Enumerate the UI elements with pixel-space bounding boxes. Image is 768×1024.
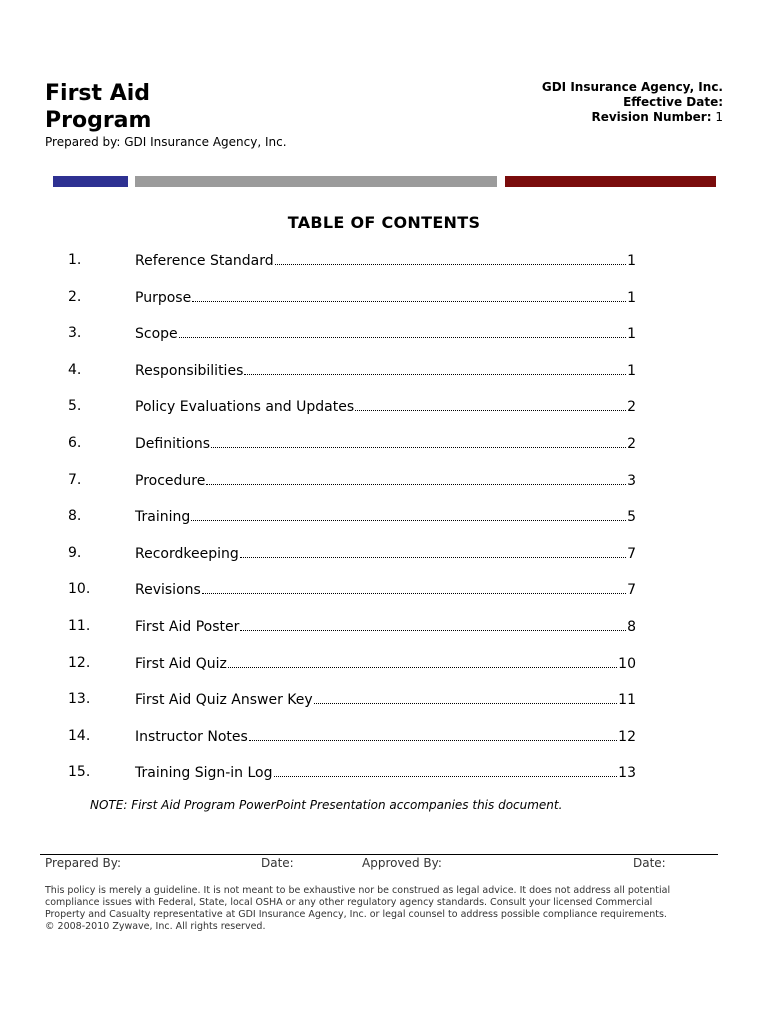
toc-item-line — [135, 506, 636, 527]
toc-leader-dots — [240, 543, 626, 558]
toc-item-line — [135, 287, 636, 308]
toc-item-page: 1 — [627, 362, 636, 379]
disclaimer-line: This policy is merely a guideline. It is not meant to be exhaustive nor be construed as legal advice. It does not address all potential — [45, 885, 671, 896]
toc-item — [68, 653, 636, 673]
toc-leader-dots — [211, 433, 626, 448]
toc-item-number: 14. — [68, 727, 91, 744]
toc-item-number: 11. — [68, 618, 91, 634]
toc-item — [68, 360, 636, 380]
approved-by-label: Approved By: — [362, 856, 442, 870]
toc-item — [68, 287, 636, 307]
toc-item-label: Reference Standard — [135, 253, 274, 269]
red-bar — [505, 176, 716, 187]
toc-item-line — [135, 433, 636, 454]
toc-item — [68, 616, 636, 636]
toc-item-label: Revisions — [135, 582, 201, 599]
toc-leader-dots — [228, 653, 617, 668]
toc-item-line — [135, 543, 636, 564]
toc-item-page: 3 — [627, 472, 636, 489]
toc-item — [68, 689, 636, 709]
toc-item-number: 1. — [68, 252, 82, 268]
revision-label: Revision Number: — [591, 110, 712, 124]
toc-leader-dots — [191, 506, 626, 521]
disclaimer-line: Property and Casualty representative at GDI Insurance Agency, Inc. or legal counsel to address possible compliance requirements. — [45, 909, 667, 920]
toc-item-line — [135, 762, 636, 783]
toc-item-line — [135, 323, 636, 344]
disclaimer — [45, 885, 725, 933]
toc-item-label: Recordkeeping — [135, 545, 239, 562]
toc-item-label: First Aid Quiz Answer Key — [135, 692, 313, 709]
toc-item-page: 7 — [627, 582, 636, 599]
document-title — [45, 80, 151, 134]
toc-item-number: 7. — [68, 471, 82, 488]
toc-item-line — [135, 360, 636, 381]
toc-heading: TABLE OF CONTENTS — [287, 213, 481, 232]
toc-item — [68, 579, 636, 599]
date-label-1: Date: — [261, 856, 294, 870]
toc-item-label: First Aid Poster — [135, 619, 240, 635]
company-info — [542, 80, 723, 125]
toc-item — [68, 543, 636, 563]
toc-item — [68, 726, 636, 746]
toc-leader-dots — [274, 762, 618, 777]
toc-item-number: 10. — [68, 581, 91, 598]
revision-value: 1 — [715, 110, 723, 124]
toc-item — [68, 433, 636, 453]
toc-item — [68, 396, 636, 416]
toc-item-page: 2 — [627, 436, 636, 452]
toc-leader-dots — [240, 616, 626, 631]
toc-item-label: Training Sign-in Log — [135, 765, 273, 782]
toc-item-number: 12. — [68, 654, 91, 671]
toc-item-page: 13 — [618, 765, 636, 782]
toc-item-page: 1 — [627, 289, 636, 306]
toc-item — [68, 762, 636, 782]
toc-item-page: 5 — [627, 509, 636, 526]
toc-leader-dots — [244, 360, 626, 375]
toc-leader-dots — [206, 470, 626, 485]
toc-item-number: 5. — [68, 398, 82, 415]
date-label-2: Date: — [633, 856, 666, 870]
toc-leader-dots — [275, 250, 626, 265]
toc-leader-dots — [179, 323, 626, 338]
toc-item-label: Policy Evaluations and Updates — [135, 399, 355, 416]
toc-item-page: 1 — [627, 326, 636, 343]
toc-item — [68, 323, 636, 343]
toc-item-page: 1 — [627, 253, 636, 269]
toc-leader-dots — [192, 287, 626, 302]
revision-number — [542, 110, 723, 125]
copyright-line: © 2008-2010 Zywave, Inc. All rights reserved. — [45, 921, 266, 932]
toc-item-line — [135, 579, 636, 600]
toc-item-line — [135, 470, 636, 491]
toc-item-label: Scope — [135, 326, 178, 343]
toc-item-label: First Aid Quiz — [135, 655, 227, 672]
toc-item-number: 8. — [68, 508, 82, 525]
toc-item-label: Instructor Notes — [135, 728, 248, 745]
toc-item-line — [135, 726, 636, 747]
prepared-by-label: Prepared By: — [45, 856, 122, 870]
toc-item-line — [135, 689, 636, 710]
effective-date-label: Effective Date: — [623, 95, 723, 109]
blue-bar — [53, 176, 128, 187]
toc-leader-dots — [314, 689, 617, 704]
toc-item-number: 15. — [68, 764, 91, 781]
toc-item-number: 6. — [68, 435, 82, 451]
toc-item-page: 7 — [627, 545, 636, 562]
disclaimer-line: compliance issues with Federal, State, local OSHA or any other regulatory agency standards. Consult your licensed Commercial — [45, 897, 653, 908]
toc-leader-dots — [249, 726, 617, 741]
toc-leader-dots — [355, 396, 626, 411]
toc-item-page: 2 — [627, 399, 636, 416]
toc-item-label: Purpose — [135, 289, 192, 306]
toc-item-line — [135, 653, 636, 674]
signature-line — [40, 854, 718, 855]
toc-leader-dots — [202, 579, 626, 594]
toc-item-page: 10 — [618, 655, 636, 672]
prepared-by-text: Prepared by: GDI Insurance Agency, Inc. — [45, 135, 287, 149]
toc-item — [68, 470, 636, 490]
toc-item-label: Training — [135, 509, 191, 526]
toc-item-page: 12 — [618, 728, 636, 745]
note-text: NOTE: First Aid Program PowerPoint Presentation accompanies this document. — [90, 798, 563, 812]
toc-item-number: 9. — [68, 544, 82, 561]
company-name: GDI Insurance Agency, Inc. — [541, 80, 723, 94]
toc-item-number: 2. — [68, 288, 82, 305]
toc-item-label: Responsibilities — [135, 362, 244, 379]
toc-item-number: 4. — [68, 361, 82, 378]
toc-item-line — [135, 616, 636, 637]
toc-item-number: 3. — [68, 325, 82, 342]
gray-bar — [135, 176, 497, 187]
header-divider-bars — [0, 176, 768, 187]
toc-item-page: 11 — [618, 692, 636, 709]
title-line-1: First Aid — [45, 81, 151, 106]
toc-item-page: 8 — [627, 619, 636, 635]
toc-item-line — [135, 250, 636, 271]
toc-item — [68, 506, 636, 526]
toc-item-line — [135, 396, 636, 417]
toc-item-label: Definitions — [135, 436, 211, 452]
toc-item-number: 13. — [68, 691, 91, 708]
toc-item-label: Procedure — [135, 472, 206, 489]
title-line-2: Program — [45, 108, 152, 133]
toc-item — [68, 250, 636, 270]
